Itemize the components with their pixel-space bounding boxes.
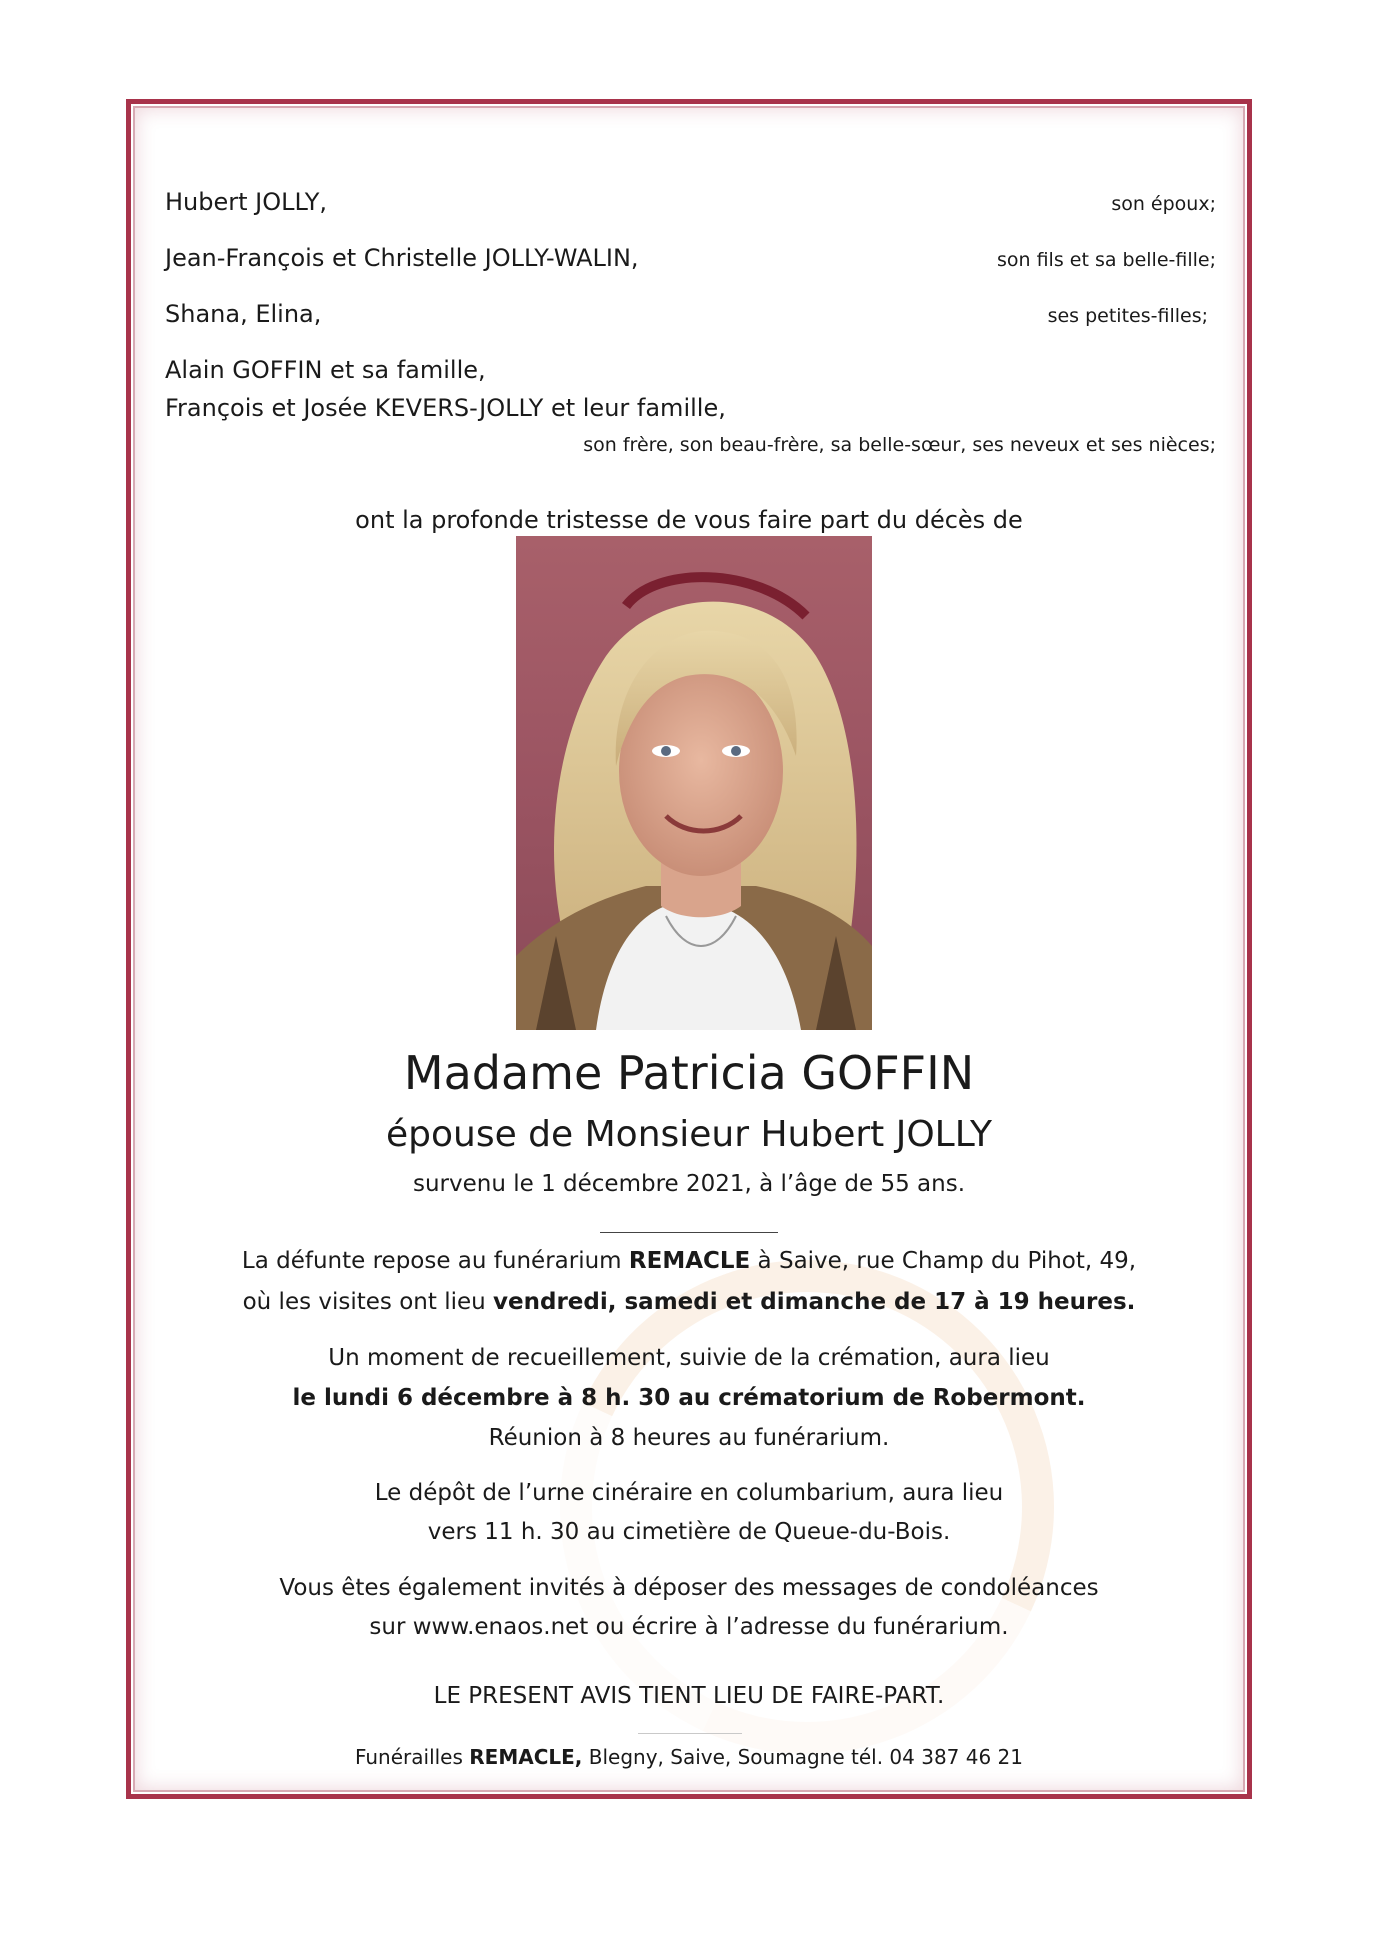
- footer-company: REMACLE,: [469, 1745, 583, 1769]
- footer-separator: [638, 1733, 742, 1734]
- footer: [0, 1745, 1378, 1769]
- family-row-son: [165, 244, 1216, 272]
- deceased-portrait: [516, 536, 872, 1030]
- urn-line-1: Le dépôt de l’urne cinéraire en columbarium, aura lieu: [374, 1480, 1004, 1506]
- ceremony-line-1: Un moment de recueillement, suivie de la crémation, aura lieu: [328, 1345, 1050, 1371]
- family-relation: son époux;: [1111, 193, 1216, 215]
- family-brother: Alain GOFFIN et sa famille,: [165, 356, 486, 384]
- separator-line: [600, 1232, 778, 1233]
- family-in-laws: François et Josée KEVERS-JOLLY et leur famille,: [165, 394, 726, 422]
- repose-line-1: [0, 1248, 1378, 1274]
- family-name: Hubert JOLLY,: [165, 188, 327, 216]
- funeral-home-name: REMACLE: [628, 1248, 751, 1274]
- repose-text: La défunte repose au funérarium: [241, 1248, 629, 1274]
- ceremony-line-3: Réunion à 8 heures au funérarium.: [488, 1425, 890, 1451]
- repose-address: à Saive, rue Champ du Pihot, 49,: [750, 1248, 1137, 1274]
- family-name: Jean-François et Christelle JOLLY-WALIN,: [165, 244, 639, 272]
- visits-schedule: vendredi, samedi et dimanche de 17 à 19 heures.: [493, 1289, 1136, 1315]
- family-relation: ses petites-filles;: [1047, 305, 1208, 327]
- deceased-date: survenu le 1 décembre 2021, à l’âge de 55 ans.: [412, 1171, 966, 1197]
- family-row-granddaughters: [165, 300, 1208, 328]
- family-relations: son frère, son beau-frère, sa belle-sœur, ses neveux et ses nièces;: [583, 434, 1216, 456]
- family-row-husband: [165, 188, 1216, 216]
- announcement: ont la profonde tristesse de vous faire part du décès de: [355, 506, 1023, 534]
- repose-line-2: [0, 1289, 1378, 1315]
- family-relation: son fils et sa belle-fille;: [996, 249, 1216, 271]
- deceased-name: Madame Patricia GOFFIN: [403, 1046, 975, 1100]
- condolences-line-2: sur www.enaos.net ou écrire à l’adresse du funérarium.: [369, 1614, 1009, 1640]
- visits-text: où les visites ont lieu: [242, 1289, 494, 1315]
- portrait-photo: [516, 536, 872, 1030]
- footer-label: Funérailles: [354, 1745, 470, 1769]
- condolences-line-1: Vous êtes également invités à déposer des messages de condoléances: [279, 1575, 1099, 1601]
- urn-line-2: vers 11 h. 30 au cimetière de Queue-du-Bois.: [427, 1519, 951, 1545]
- deceased-spouse: épouse de Monsieur Hubert JOLLY: [385, 1114, 993, 1155]
- footer-contact: Blegny, Saive, Soumagne tél. 04 387 46 21: [582, 1745, 1024, 1769]
- family-name: Shana, Elina,: [165, 300, 322, 328]
- notice-line: LE PRESENT AVIS TIENT LIEU DE FAIRE-PART.: [433, 1683, 945, 1709]
- ceremony-line-2: le lundi 6 décembre à 8 h. 30 au crématorium de Robermont.: [292, 1385, 1086, 1411]
